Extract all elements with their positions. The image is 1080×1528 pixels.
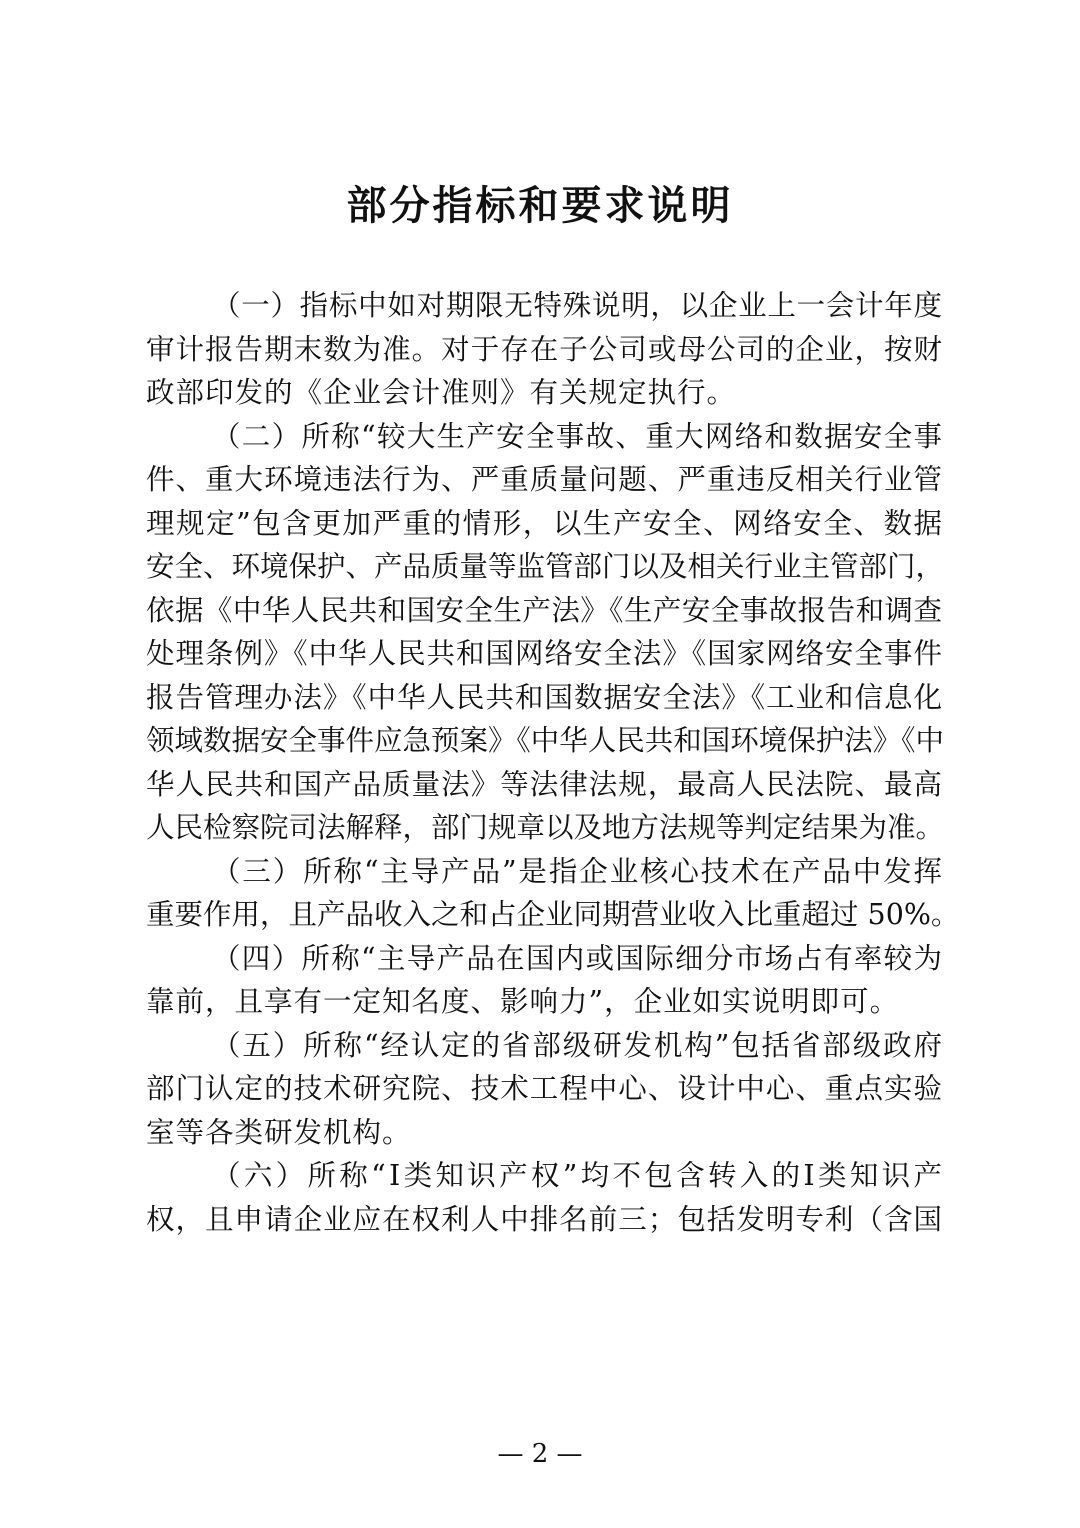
text-line: 安全、环境保护、产品质量等监管部门以及相关行业主管部门， — [146, 550, 945, 583]
text-line: 领域数据安全事件应急预案》《中华人民共和国环境保护法》《中 — [146, 724, 945, 757]
text-line: （五）所称“经认定的省部级研发机构”包括省部级政府 — [212, 1028, 942, 1062]
text-line: （二）所称“较大生产安全事故、重大网络和数据安全事 — [212, 419, 942, 453]
text-line: 理规定”包含更加严重的情形，以生产安全、网络安全、数据 — [146, 506, 942, 540]
text-line: 件、重大环境违法行为、严重质量问题、严重违反相关行业管 — [146, 463, 942, 496]
text-line: 部门认定的技术研究院、技术工程中心、设计中心、重点实验 — [146, 1072, 942, 1105]
text-line: 报告管理办法》《中华人民共和国数据安全法》《工业和信息化 — [146, 680, 942, 714]
document-title: 部分指标和要求说明 — [346, 183, 734, 229]
text-line: 政部印发的《企业会计准则》有关规定执行。 — [146, 376, 737, 409]
text-line: 依据《中华人民共和国安全生产法》《生产安全事故报告和调查 — [146, 593, 942, 627]
text-line: （四）所称“主导产品在国内或国际细分市场占有率较为 — [212, 941, 942, 975]
text-line: 重要作用，且产品收入之和占企业同期营业收入比重超过 50%。 — [146, 898, 960, 931]
text-line: （一）指标中如对期限无特殊说明，以企业上一会计年度 — [212, 289, 942, 322]
text-line: 处理条例》《中华人民共和国网络安全法》《国家网络安全事件 — [146, 637, 942, 670]
text-line: 审计报告期末数为准。对于存在子公司或母公司的企业，按财 — [146, 332, 942, 366]
text-line: （六）所称“Ⅰ类知识产权”均不包含转入的Ⅰ类知识产 — [212, 1159, 942, 1192]
text-line: 华人民共和国产品质量法》等法律法规，最高人民法院、最高 — [146, 767, 942, 801]
text-line: 靠前，且享有一定知名度、影响力”，企业如实说明即可。 — [146, 985, 900, 1018]
text-line: 室等各类研发机构。 — [146, 1115, 412, 1149]
page-number: — 2 — — [497, 1439, 583, 1469]
text-line: 权，且申请企业应在权利人中排名前三；包括发明专利（含国 — [146, 1202, 942, 1236]
text-line: （三）所称“主导产品”是指企业核心技术在产品中发挥 — [212, 854, 942, 888]
document-body — [146, 284, 960, 1241]
text-line: 人民检察院司法解释，部门规章以及地方法规等判定结果为准。 — [146, 811, 945, 844]
